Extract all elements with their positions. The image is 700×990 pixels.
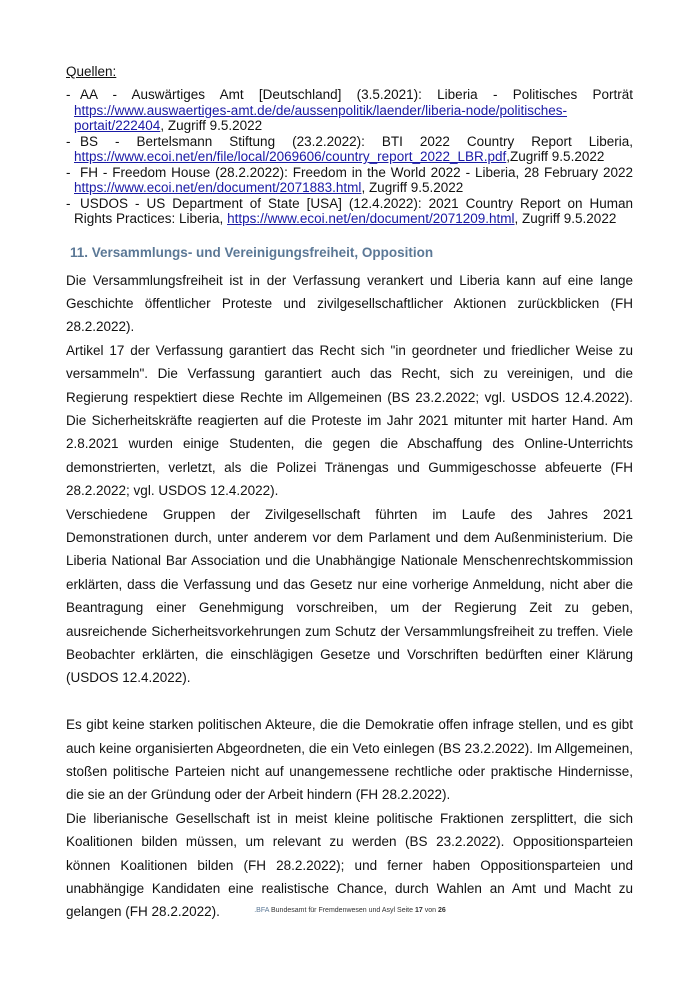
page-total: 26 <box>437 907 446 914</box>
paragraph: Es gibt keine starken politischen Akteure, die die Demokratie offen infrage stellen, und es gibt auch keine organisierten Abgeordneten, die ein Veto einlegen (BS 23.2.2022). Im Allgemeinen, stoßen politische Parteien nicht auf unangemessene rechtliche oder praktische Hindernisse, die sie an der Gründung oder der Arbeit hindern (FH 28.2.2022). <box>66 717 633 803</box>
paragraph: Verschiedene Gruppen der Zivilgesellschaft führten im Laufe des Jahres 2021 Demonstrationen durch, unter anderem vor dem Parlament und dem Außenministerium. Die Liberia National Bar Association und die Unabhängige Nationale Menschenrechtskommission erklärten, dass die Verfassung und das Gesetz nur eine vorherige Anmeldung, nicht aber die Beantragung einer Genehmigung vorschreiben, um der Regierung Zeit zu geben, ausreichende Sicherheitsvorkehrungen zum Schutz der Versammlungsfreiheit zu treffen. Viele Beobachter erklärten, die einschlägigen Gesetze und Vorschriften bedürften einer Klärung (USDOS 12.4.2022). <box>66 506 633 686</box>
source-link[interactable]: https://www.ecoi.net/en/document/2071209.html <box>227 211 515 226</box>
bfa-logo: .BFA <box>254 907 270 914</box>
source-item: - FH - Freedom House (28.2.2022): Freedom in the World 2022 - Liberia, 28 February 2022 https://www.ecoi.net/en/document/2071883.html, Zugriff 9.5.2022 <box>66 164 633 195</box>
source-link[interactable]: https://www.auswaertiges-amt.de/de/aussenpolitik/laender/liberia-node/politisches-portait/222404 <box>74 102 568 133</box>
sources-heading: Quellen: <box>66 64 117 79</box>
source-item: - BS - Bertelsmann Stiftung (23.2.2022): BTI 2022 Country Report Liberia, https://www.ecoi.net/en/file/local/2069606/country_report_2022_LBR.pdf,Zugriff 9.5.2022 <box>66 133 633 164</box>
page-number: 17 <box>414 907 423 914</box>
paragraph: Die Versammlungsfreiheit ist in der Verfassung verankert und Liberia kann auf eine lange Geschichte öffentlicher Proteste und zivilgesellschaftlicher Aktionen zurückblicken (FH 28.2.2022). <box>66 272 633 335</box>
source-item: - USDOS - US Department of State [USA] (12.4.2022): 2021 Country Report on Human Rights Practices: Liberia, https://www.ecoi.net/en/document/2071209.html, Zugriff 9.5.2022 <box>66 195 633 226</box>
paragraph: Die liberianische Gesellschaft ist in meist kleine politische Fraktionen zersplittert, die sich Koalitionen bilden müssen, um relevant zu werden (BS 23.2.2022). Oppositionsparteien können Koalitionen bilden (FH 28.2.2022); und ferner haben Oppositionsparteien und unabhängige Kandidaten eine realistische Chance, durch Wahlen an Amt und Macht zu gelangen (FH 28.2.2022). <box>66 810 633 920</box>
source-link[interactable]: https://www.ecoi.net/en/file/local/2069606/country_report_2022_LBR.pdf <box>74 149 507 164</box>
paragraph: Artikel 17 der Verfassung garantiert das Recht sich "in geordneter und friedlicher Weise zu versammeln". Die Verfassung garantiert auch das Recht, sich zu vereinigen, und die Regierung respektiert diese Rechte im Allgemeinen (BS 23.2.2022; vgl. USDOS 12.4.2022). Die Sicherheitskräfte reagierten auf die Proteste im Jahr 2021 mitunter mit harter Hand. Am 2.8.2021 wurden einige Studenten, die gegen die Abschaffung des Online-Unterrichts demonstrierten, verletzt, als die Polizei Tränengas und Gummigeschosse abfeuerte (FH 28.2.2022; vgl. USDOS 12.4.2022). <box>66 342 633 499</box>
page-footer: .BFA Bundesamt für Fremdenwesen und Asyl Seite 17 von 26 <box>254 907 446 914</box>
section-heading: 11. Versammlungs- und Vereinigungsfreiheit, Opposition <box>70 244 434 260</box>
source-link[interactable]: https://www.ecoi.net/en/document/2071883.html <box>74 180 362 195</box>
source-item: - AA - Auswärtiges Amt [Deutschland] (3.5.2021): Liberia - Politisches Porträt https://www.auswaertiges-amt.de/de/aussenpolitik/laender/liberia-node/politisches-portait/222404, Zugriff 9.5.2022 <box>66 87 633 133</box>
page-content <box>66 64 633 924</box>
sources-list <box>66 87 633 227</box>
